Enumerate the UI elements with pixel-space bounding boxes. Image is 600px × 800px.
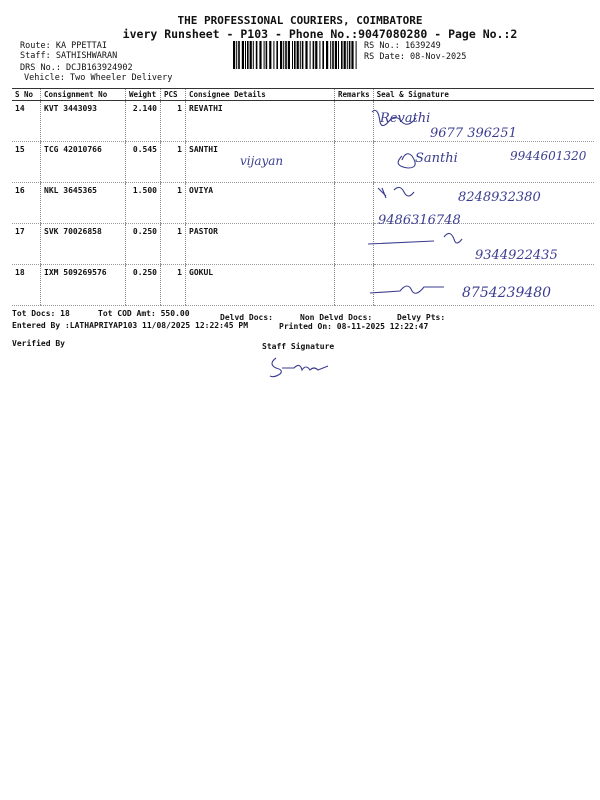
tot-cod: Tot COD Amt: 550.00 <box>98 309 190 318</box>
delvy-pts: Delvy Pts: <box>397 313 446 322</box>
tot-docs: Tot Docs: 18 <box>12 309 70 318</box>
handwritten-phone: 8248932380 <box>458 190 541 205</box>
col-weight: Weight <box>126 89 161 101</box>
cell-weight: 1.500 <box>126 183 161 224</box>
handwritten-phone: 9486316748 <box>378 213 461 228</box>
company-title: THE PROFESSIONAL COURIERS, COIMBATORE <box>177 14 423 27</box>
route-field: Route: KA PPETTAI <box>20 41 107 51</box>
signature-scribble-gokul <box>370 286 444 293</box>
handwritten-name: Santhi <box>415 151 458 166</box>
cell-consignee: OVIYA <box>186 183 335 224</box>
signature-scribble-oviya <box>378 187 414 198</box>
handwritten-phone: 8754239480 <box>462 285 552 301</box>
cell-consignment: TCG 42010766 <box>41 142 126 183</box>
cell-sno: 15 <box>12 142 41 183</box>
cell-consignee: GOKUL <box>186 265 335 306</box>
cell-consignment: SVK 70026858 <box>41 224 126 265</box>
cell-weight: 2.140 <box>126 101 161 142</box>
cell-pcs: 1 <box>161 142 186 183</box>
vehicle-field: Vehicle: Two Wheeler Delivery <box>24 73 173 83</box>
cell-weight: 0.545 <box>126 142 161 183</box>
handwritten-phone: 9677 396251 <box>430 126 517 141</box>
cell-sno: 18 <box>12 265 41 306</box>
staff-signature-label: Staff Signature <box>262 342 335 351</box>
entered-by: Entered By :LATHAPRIYAP103 11/08/2025 12:22:45 PM <box>12 321 249 330</box>
cell-consignee: REVATHI <box>186 101 335 142</box>
cell-pcs: 1 <box>161 265 186 306</box>
staff-field: Staff: SATHISHWARAN <box>20 51 118 61</box>
cell-pcs: 1 <box>161 183 186 224</box>
signature-scribble-santhi <box>398 154 415 168</box>
verified-by: Verified By <box>12 339 65 348</box>
signature-scribble-pastor <box>368 233 462 244</box>
drs-field: DRS No.: DCJB163924902 <box>20 63 133 73</box>
rs-no-field: RS No.: 1639249 <box>364 41 441 51</box>
printed-on: Printed On: 08-11-2025 12:22:47 <box>279 322 429 331</box>
col-seal: Seal & Signature <box>373 89 594 101</box>
handwritten-name: Revathi <box>380 111 431 126</box>
delvd-docs: Delvd Docs: <box>220 313 273 322</box>
rs-date-field: RS Date: 08-Nov-2025 <box>364 52 467 62</box>
handwritten-note: vijayan <box>240 154 284 168</box>
cell-pcs: 1 <box>161 101 186 142</box>
runsheet-title: ivery Runsheet - P103 - Phone No.:9047080280 - Page No.:2 <box>122 27 518 41</box>
staff-signature-scribble <box>270 358 328 377</box>
non-delvd-docs: Non Delvd Docs: <box>300 313 373 322</box>
cell-sno: 14 <box>12 101 41 142</box>
col-remarks: Remarks <box>335 89 374 101</box>
cell-weight: 0.250 <box>126 265 161 306</box>
cell-sno: 17 <box>12 224 41 265</box>
cell-consignment: IXM 509269576 <box>41 265 126 306</box>
cell-sno: 16 <box>12 183 41 224</box>
cell-consignment: NKL 3645365 <box>41 183 126 224</box>
handwritten-phone: 9344922435 <box>475 248 558 263</box>
cell-pcs: 1 <box>161 224 186 265</box>
handwritten-phone: 9944601320 <box>510 149 587 163</box>
col-sno: S No <box>12 89 41 101</box>
cell-consignee: SANTHI <box>186 142 335 183</box>
col-consignment: Consignment No <box>41 89 126 101</box>
cell-consignee: PASTOR <box>186 224 335 265</box>
cell-consignment: KVT 3443093 <box>41 101 126 142</box>
col-pcs: PCS <box>161 89 186 101</box>
cell-weight: 0.250 <box>126 224 161 265</box>
col-consignee: Consignee Details <box>186 89 335 101</box>
